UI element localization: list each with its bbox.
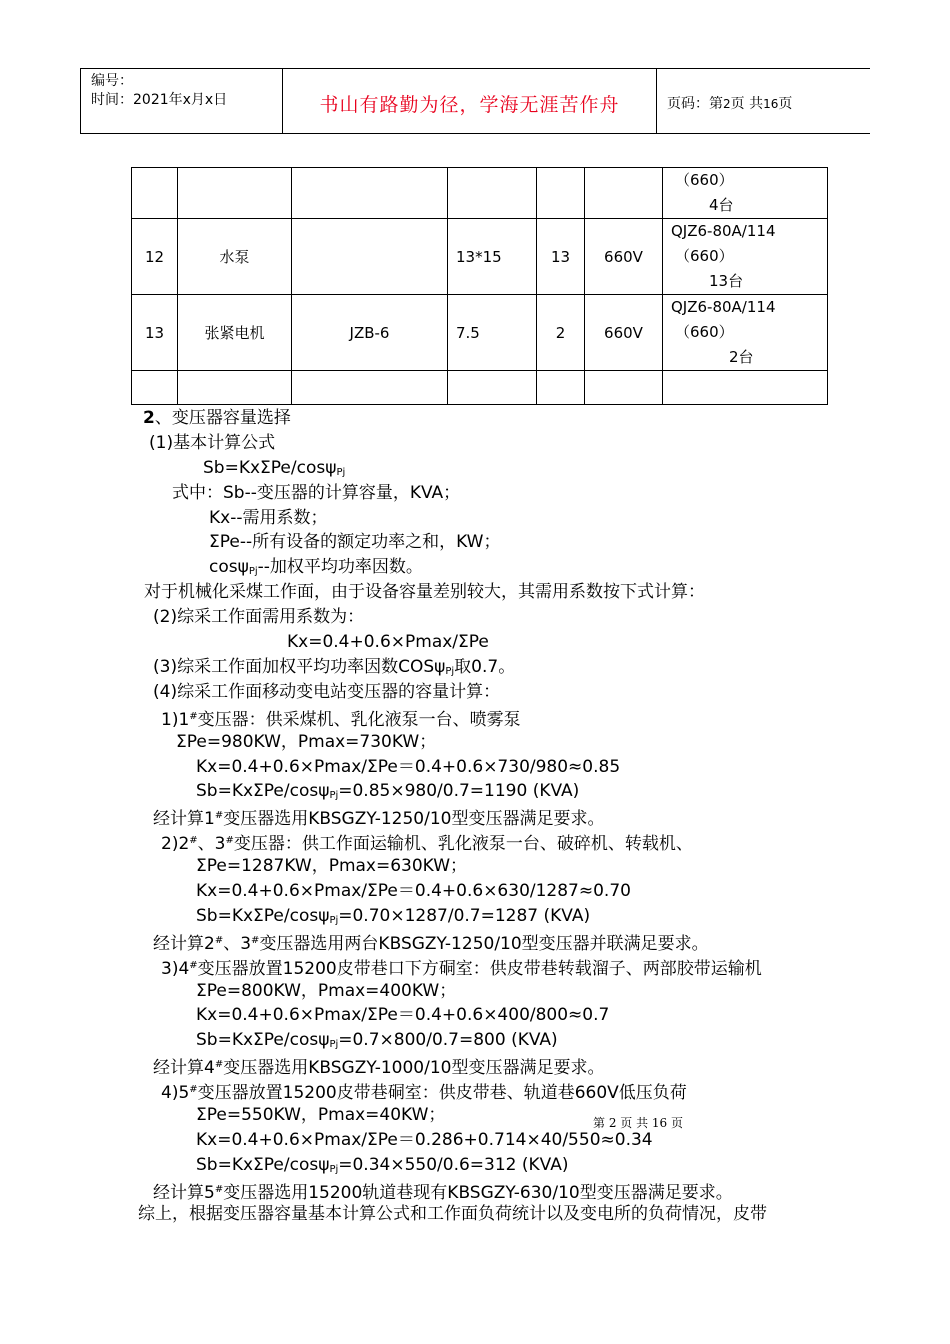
paragraph: 1)1#变压器：供采煤机、乳化液泵一台、喷雾泵: [161, 710, 521, 730]
formula: ΣPe=550KW，Pmax=40KW；: [196, 1105, 446, 1125]
formula: Kx=0.4+0.6×Pmax/ΣPe＝0.286+0.714×40/550≈0.34: [196, 1130, 653, 1150]
paragraph: (3)综采工作面加权平均功率因数COSψ$_{Pj}$取0.7。: [153, 657, 516, 677]
formula: Kx=0.4+0.6×Pmax/ΣPe: [287, 632, 489, 652]
formula: Kx=0.4+0.6×Pmax/ΣPe＝0.4+0.6×730/980≈0.85: [196, 757, 621, 777]
paragraph: 4)5#变压器放置15200皮带巷硐室：供皮带巷、轨道巷660V低压负荷: [161, 1083, 687, 1103]
paragraph: 2)2#、3#变压器：供工作面运输机、乳化液泵一台、破碎机、转载机、: [161, 834, 693, 854]
paragraph: 经计算1#变压器选用KBSGZY-1250/10型变压器满足要求。: [153, 809, 605, 829]
table-row: [132, 295, 828, 371]
table-row: [132, 371, 828, 405]
header-page-info: 页码：第2页 共16页: [667, 96, 793, 112]
paragraph: (4)综采工作面移动变电站变压器的容量计算：: [153, 682, 501, 702]
section-heading: 2、变压器容量选择: [143, 408, 291, 428]
formula: Sb=KxΣPe/cosψ$_{Pj}$: [203, 458, 346, 478]
page-header: [80, 68, 870, 134]
equipment-count: 13: [537, 219, 585, 295]
paragraph: 3)4#变压器放置15200皮带巷口下方硐室：供皮带巷转载溜子、两部胶带运输机: [161, 959, 762, 979]
equipment-switch: QJZ6-80A/114 （660） 13台: [663, 219, 828, 295]
equipment-name: 张紧电机: [178, 295, 292, 371]
header-meta-cell: [81, 69, 283, 133]
equipment-voltage: 660V: [585, 219, 663, 295]
paragraph: 经计算4#变压器选用KBSGZY-1000/10型变压器满足要求。: [153, 1058, 605, 1078]
equipment-model: [292, 219, 448, 295]
formula: Kx=0.4+0.6×Pmax/ΣPe＝0.4+0.6×630/1287≈0.70: [196, 881, 631, 901]
formula: ΣPe=980KW，Pmax=730KW；: [176, 732, 437, 752]
formula: ΣPe=800KW，Pmax=400KW；: [196, 981, 457, 1001]
equipment-count: 2: [537, 295, 585, 371]
equipment-voltage: 660V: [585, 295, 663, 371]
paragraph: 对于机械化采煤工作面，由于设备容量差别较大，其需用系数按下式计算：: [144, 582, 705, 602]
header-page-cell: [657, 69, 871, 133]
paragraph: (2)综采工作面需用系数为：: [153, 607, 365, 627]
row-number: 12: [132, 219, 178, 295]
doc-number-label: 编号：: [91, 73, 133, 89]
formula: Sb=KxΣPe/cosψ$_{Pj}$=0.34×550/0.6=312 (KVA): [196, 1155, 569, 1175]
paragraph: 式中：Sb--变压器的计算容量，KVA；: [172, 483, 461, 503]
page-footer: 第 2 页 共 16 页: [593, 1116, 683, 1130]
doc-time-label: 时间：2021年x月x日: [91, 92, 228, 108]
paragraph: 经计算5#变压器选用15200轨道巷现有KBSGZY-630/10型变压器满足要求。: [153, 1183, 733, 1203]
header-motto: 书山有路勤为径，学海无涯苦作舟: [319, 94, 620, 116]
table-row: [132, 168, 828, 219]
equipment-power: 13*15: [448, 219, 537, 295]
equipment-name: 水泵: [178, 219, 292, 295]
formula: Sb=KxΣPe/cosψ$_{Pj}$=0.85×980/0.7=1190 (KVA): [196, 781, 580, 801]
paragraph: cosψ$_{Pj}$--加权平均功率因数。: [209, 557, 423, 577]
paragraph: Kx--需用系数；: [209, 508, 328, 528]
equipment-model: JZB-6: [292, 295, 448, 371]
equipment-power: 7.5: [448, 295, 537, 371]
header-motto-cell: [283, 69, 657, 133]
formula: ΣPe=1287KW，Pmax=630KW；: [196, 856, 468, 876]
formula: Sb=KxΣPe/cosψ$_{Pj}$=0.7×800/0.7=800 (KVA): [196, 1030, 558, 1050]
table-row: [132, 219, 828, 295]
paragraph: 综上，根据变压器容量基本计算公式和工作面负荷统计以及变电所的负荷情况，皮带: [138, 1204, 767, 1224]
equipment-switch: QJZ6-80A/114 （660） 2台: [663, 295, 828, 371]
formula: Kx=0.4+0.6×Pmax/ΣPe＝0.4+0.6×400/800≈0.7: [196, 1005, 610, 1025]
paragraph: ΣPe--所有设备的额定功率之和，KW；: [209, 532, 501, 552]
table-cell: （660） 4台: [663, 168, 828, 219]
paragraph: (1)基本计算公式: [149, 433, 276, 453]
equipment-table: [131, 167, 828, 405]
paragraph: 经计算2#、3#变压器选用两台KBSGZY-1250/10型变压器并联满足要求。: [153, 934, 709, 954]
formula: Sb=KxΣPe/cosψ$_{Pj}$=0.70×1287/0.7=1287 (KVA): [196, 906, 591, 926]
row-number: 13: [132, 295, 178, 371]
